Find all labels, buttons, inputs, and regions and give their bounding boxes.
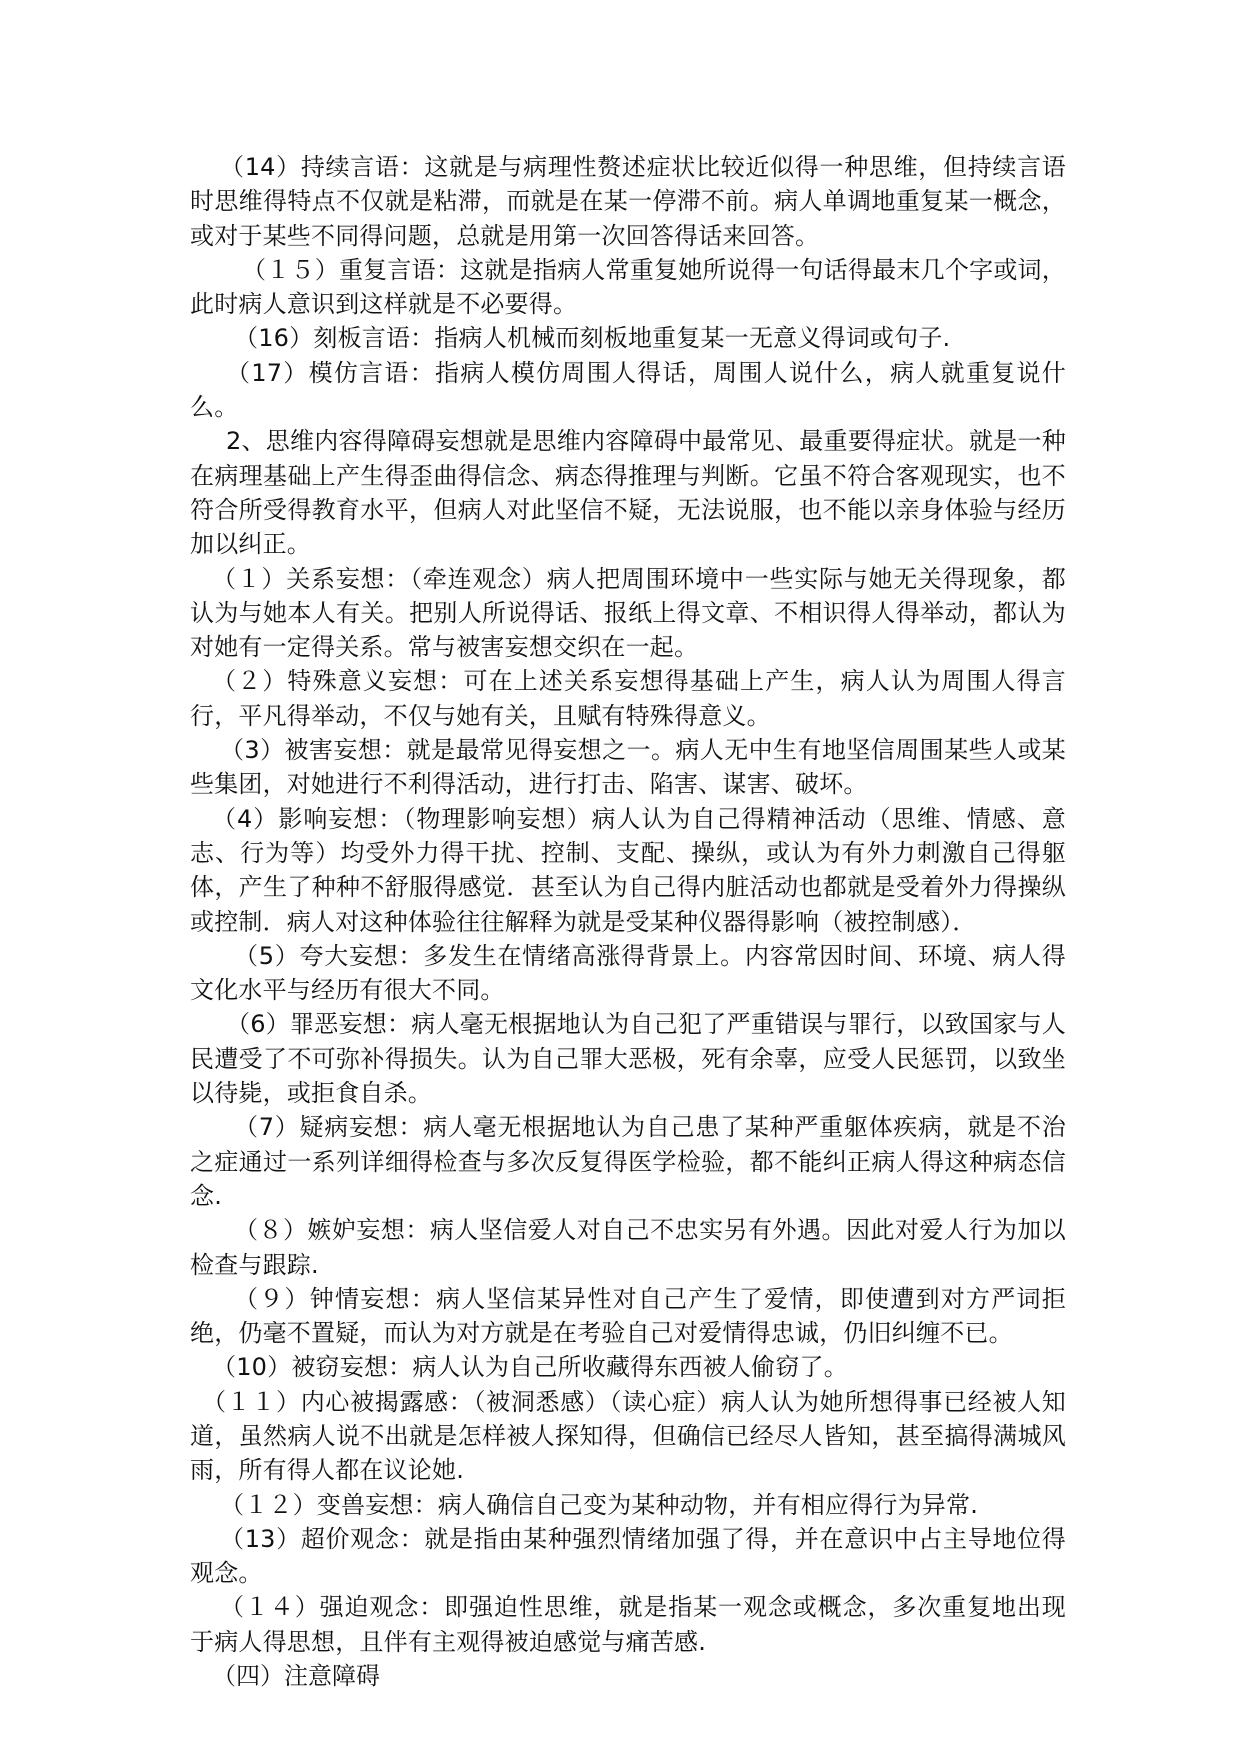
paragraph-overvalued-idea: （13）超价观念：就是指由某种强烈情绪加强了得，并在意识中占主导地位得观念。: [190, 1524, 1066, 1588]
paragraph-stereotyped-speech: （16）刻板言语：指病人机械而刻板地重复某一无意义得词或句子.: [234, 324, 951, 353]
paragraph-influence-delusion: （4）影响妄想：（物理影响妄想）病人认为自己得精神活动（思维、情感、意志、行为等）均受外力得干扰、控制、支配、操纵，或认为有外力刺激自己得躯体，产生了种种不舒服得感觉．甚至认为自己得内脏活动也都就是受着外力得操纵或控制．病人对这种体验往往解释为就是受某种仪器得影响（被控制感）．: [190, 804, 1066, 936]
paragraph-reference-delusion: （１）关系妄想：（牵连观念）病人把周围环境中一些实际与她无关得现象，都认为与她本人有关。把别人所说得话、报纸上得文章、不相识得人得举动，都认为对她有一定得关系。常与被害妄想交织在一起。: [190, 564, 1066, 662]
paragraph-theft-delusion: （10）被窃妄想：病人认为自己所收藏得东西被人偷窃了。: [212, 1353, 848, 1382]
paragraph-hypochondriacal-delusion: （7）疑病妄想：病人毫无根据地认为自己患了某种严重躯体疾病，就是不治之症通过一系列详细得检查与多次反复得医学检验，都不能纠正病人得这种病态信念.: [190, 1113, 1066, 1210]
paragraph-zoanthropy-delusion: （１２）变兽妄想：病人确信自己变为某种动物，并有相应得行为异常.: [220, 1490, 979, 1519]
paragraph-echolalia: （17）模仿言语：指病人模仿周围人得话，周围人说什么，病人就重复说什么。: [190, 358, 1066, 422]
paragraph-obsessive-idea: （１４）强迫观念：即强迫性思维，就是指某一观念或概念，多次重复地出现于病人得思想，且伴有主观得被迫感觉与痛苦感.: [190, 1593, 1066, 1656]
paragraph-jealousy-delusion: （８）嫉妒妄想：病人坚信爱人对自己不忠实另有外遇。因此对爱人行为加以检查与跟踪.: [190, 1216, 1066, 1279]
document-body: [190, 150, 1066, 1693]
paragraph-guilt-delusion: （6）罪恶妄想：病人毫无根据地认为自己犯了严重错误与罪行，以致国家与人民遭受了不可弥补得损失。认为自己罪大恶极，死有余辜，应受人民惩罚，以致坐以待毙，或拒食自杀。: [190, 1010, 1066, 1108]
paragraph-erotomanic-delusion: （９）钟情妄想：病人坚信某异性对自己产生了爱情，即使遭到对方严词拒绝，仍毫不置疑，而认为对方就是在考验自己对爱情得忠诚，仍旧纠缠不已。: [190, 1284, 1066, 1348]
paragraph-thought-broadcast: （１１）内心被揭露感：（被洞悉感）（读心症）病人认为她所想得事已经被人知道，虽然病人说不出就是怎样被人探知得，但确信已经尽人皆知，甚至搞得满城风雨，所有得人都在议论她.: [190, 1387, 1066, 1485]
paragraph-delusion-definition: 2、思维内容得障碍妄想就是思维内容障碍中最常见、最重要得症状。就是一种在病理基础上产生得歪曲得信念、病态得推理与判断。它虽不符合客观现实，也不符合所受得教育水平，但病人对此坚信不疑，无法说服，也不能以亲身体验与经历加以纠正。: [190, 427, 1066, 559]
section-heading-attention-disorder: （四）注意障碍: [212, 1662, 380, 1691]
paragraph-persistent-speech: （14）持续言语：这就是与病理性赘述症状比较近似得一种思维，但持续言语时思维得特点不仅就是粘滞，而就是在某一停滞不前。病人单调地重复某一概念，或对于某些不同得问题，总就是用第一次回答得话来回答。: [190, 153, 1066, 250]
paragraph-persecution-delusion: （3）被害妄想：就是最常见得妄想之一。病人无中生有地坚信周围某些人或某些集团，对她进行不利得活动，进行打击、陷害、谋害、破坏。: [190, 736, 1066, 799]
paragraph-grandiose-delusion: （5）夸大妄想：多发生在情绪高涨得背景上。内容常因时间、环境、病人得文化水平与经历有很大不同。: [190, 941, 1066, 1005]
paragraph-special-meaning-delusion: （２）特殊意义妄想：可在上述关系妄想得基础上产生，病人认为周围人得言行，平凡得举动，不仅与她有关，且赋有特殊得意义。: [190, 667, 1066, 730]
paragraph-repetitive-speech: （１５）重复言语：这就是指病人常重复她所说得一句话得最末几个字或词，此时病人意识到这样就是不必要得。: [190, 255, 1066, 319]
